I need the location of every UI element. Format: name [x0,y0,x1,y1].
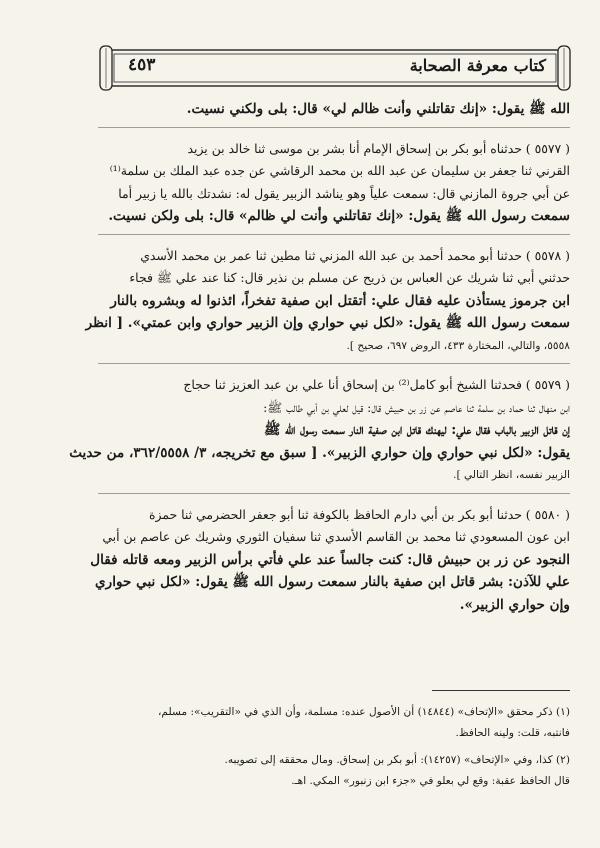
text-line: إن قاتل الزبير بالباب فقال علي: ليهنك قاتل ابن صفية النار سمعت رسول الله ﷺ [264,422,570,438]
section-divider [98,234,570,235]
text-line: ( ٥٥٧٩ ) فحدثنا الشيخ أبو كامل⁽²⁾ بن إسحاق أنا علي بن عبد العزيز ثنا حجاج [183,377,570,392]
footnote-line: فانتبه، قلت: ولينه الحافظ. [455,727,570,739]
text-line: ابن منهال ثنا حماد بن سلمة ثنا عاصم عن زر بن حبيش قال: قيل لعلي بن أبي طالب ﷺ: [263,399,570,415]
footnotes [98,702,570,792]
text-line: ( ٥٥٧٧ ) حدثناه أبو بكر بن إسحاق الإمام أنا بشر بن موسى ثنا خالد بن يزيد [187,140,570,156]
text-line: الزبير نفسه، انظر التالي ]. [453,469,570,481]
hadith-5579 [69,374,570,487]
section-divider [98,127,570,128]
footnote-line: (٢) كذا، وفي «الإتحاف» (١٤٢٥٧): أبو بكر بن إسحاق. ومال محققه إلى تصويبه. [224,754,570,766]
text-line: القرني ثنا جعفر بن سليمان عن عبد الله بن محمد الرقاشي عن جده عبد الملك بن سلمة⁽¹⁾ [109,163,570,178]
footnote-line: قال الحافظ عقبة: وقع لي بعلو في «جزء ابن زنبور» المكي. اهـ. [291,775,570,787]
section-divider [98,363,570,364]
text-line: ابن جرموز يستأذن عليه فقال علي: أتقتل ابن صفية تفخراً، ائذنوا له وبشروه بالنار [110,292,570,309]
text-line: وإن حواري الزبير». [459,596,570,613]
page-number: ٤٥٣ [128,55,156,75]
text-line: عن أبي جروة المازني قال: سمعت علياً وهو يناشد الزبير يقول له: نشدتك بالله يا زبير أما [118,185,570,201]
hadith-continuation [98,98,570,121]
section-divider [98,493,570,494]
text-line: ٥٥٥٨، والتالي، المختارة ٤٣٣، الروض ٦٩٧، صحيح ]. [346,339,570,352]
text-line: ابن عون المسعودي ثنا محمد بن القاسم الأسدي ثنا سفيان الثوري وشريك عن عاصم بن أبي [102,529,570,544]
text-line: النجود عن زر بن حبيش قال: كنت جالساً عند علي فأتي برأس الزبير ومعه قاتله فقال [90,551,570,568]
hadith-5577 [98,138,570,228]
text-line: ( ٥٥٧٨ ) حدثنا أبو محمد أحمد بن عبد الله المزني ثنا مطين ثنا عمر بن محمد الأسدي [140,247,570,263]
footnote-line: (١) ذكر محقق «الإتحاف» (١٤٨٤٤) أن الأصول عنده: مسلمة، وأن الذي في «التقريب»: مسلم، [158,706,570,718]
text-line: ( ٥٥٨٠ ) حدثنا أبو بكر بن أبي دارم الحافظ بالكوفة ثنا أبو جعفر الحضرمي ثنا حمزة [149,506,570,522]
text-line: سمعت رسول الله ﷺ يقول: «لكل نبي حواري وإن الزبير حواري وابن عمتي». [ انظر [85,315,570,331]
text-line: سمعت رسول الله ﷺ يقول: «إنك تقاتلني وأنت لي ظالم» قال: بلى ولكن نسيت. [108,208,570,224]
text-line: حدثني أبي ثنا شريك عن العباس بن ذريح عن مسلم بن نذير قال: كنا عند علي ﷺ فجاء [129,270,570,285]
chapter-title: كتاب معرفة الصحابة [409,56,546,75]
main-text [69,98,570,616]
text-line: علي للآذن: بشر قاتل ابن صفية بالنار سمعت رسول الله ﷺ يقول: «لكل نبي حواري [94,574,570,590]
page-header [96,46,574,90]
text-line: الله ﷺ يقول: «إنك تقاتلني وأنت ظالم لي» قال: بلى ولكني نسيت. [186,101,570,117]
hadith-5580 [90,504,570,617]
footnote-divider [432,690,570,691]
text-line: يقول: «لكل نبي حواري وإن حواري الزبير». [ سبق مع تخريجه، ٣/ ٣٦٢/٥٥٥٨، من حديث [69,444,570,461]
hadith-5578 [85,245,570,358]
